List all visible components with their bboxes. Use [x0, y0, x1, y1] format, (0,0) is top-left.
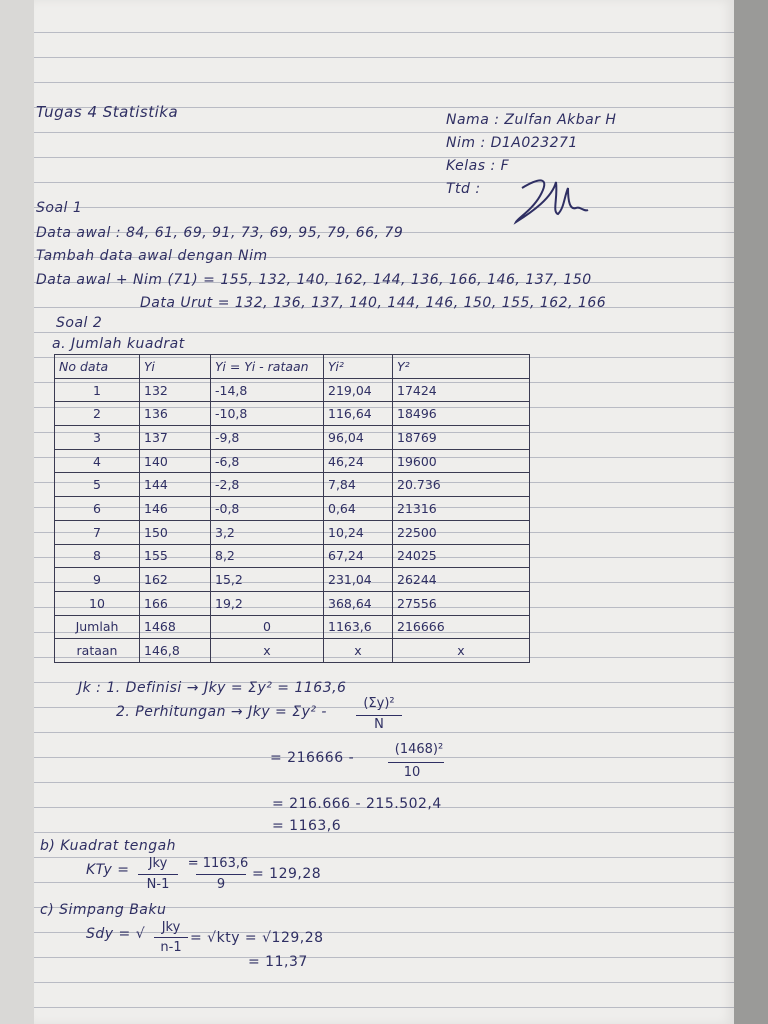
cell-dev-squared: 10,24: [324, 520, 393, 544]
table-row: [55, 544, 530, 568]
calc-step1-den: 10: [403, 765, 421, 780]
cell-yi: 140: [140, 449, 211, 473]
cell-rataan-deviation: x: [211, 639, 324, 663]
sd-label: Sdy = √: [86, 926, 146, 942]
cell-jumlah-yi: 1468: [140, 615, 211, 639]
signature-icon: [512, 168, 592, 228]
cell-dev-squared: 116,64: [324, 402, 393, 426]
cell-rataan-label: rataan: [55, 639, 140, 663]
kt-den2: 9: [216, 877, 226, 892]
cell-yi: 150: [140, 520, 211, 544]
cell-y-squared: 18769: [393, 426, 530, 450]
cell-no: 3: [55, 426, 140, 450]
cell-deviation: 19,2: [211, 591, 324, 615]
calc-step2: = 216.666 - 215.502,4: [272, 796, 442, 812]
student-name: Nama : Zulfan Akbar H: [446, 112, 617, 128]
cell-dev-squared: 368,64: [324, 591, 393, 615]
cell-y-squared: 21316: [393, 497, 530, 521]
jk-fraction-den: N: [374, 717, 384, 732]
cell-dev-squared: 219,04: [324, 378, 393, 402]
cell-no: 4: [55, 449, 140, 473]
cell-dev-squared: 0,64: [324, 497, 393, 521]
assignment-title: Tugas 4 Statistika: [36, 103, 179, 121]
table-row: [55, 473, 530, 497]
kt-num1: Jky: [148, 856, 168, 871]
jk-perhitungan: 2. Perhitungan → Jky = Σy² -: [116, 704, 327, 720]
sd-mid: = √kty = √129,28: [190, 930, 324, 946]
cell-yi: 146: [140, 497, 211, 521]
cell-rataan-dev-squared: x: [324, 639, 393, 663]
cell-y-squared: 17424: [393, 378, 530, 402]
header-no-data: No data: [55, 355, 140, 379]
cell-dev-squared: 96,04: [324, 426, 393, 450]
part-b-label: b) Kuadrat tengah: [40, 838, 177, 854]
sd-bar: [154, 937, 188, 938]
cell-y-squared: 18496: [393, 402, 530, 426]
cell-deviation: -10,8: [211, 402, 324, 426]
cell-no: 1: [55, 378, 140, 402]
calc-step1: = 216666 -: [270, 750, 355, 766]
table-row: [55, 449, 530, 473]
cell-no: 8: [55, 544, 140, 568]
cell-deviation: -0,8: [211, 497, 324, 521]
cell-y-squared: 22500: [393, 520, 530, 544]
cell-jumlah-dev-squared: 1163,6: [324, 615, 393, 639]
cell-no: 9: [55, 568, 140, 592]
signature-label: Ttd :: [446, 181, 481, 197]
part-a-label: a. Jumlah kuadrat: [52, 336, 185, 352]
tambah-data: Tambah data awal dengan Nim: [36, 248, 268, 264]
sd-den: n-1: [160, 940, 182, 955]
table-mean-row: [55, 639, 530, 663]
soal2-heading: Soal 2: [56, 315, 103, 331]
cell-deviation: -14,8: [211, 378, 324, 402]
cell-y-squared: 19600: [393, 449, 530, 473]
table-row: [55, 426, 530, 450]
kt-bar1: [138, 874, 178, 875]
cell-rataan-yi: 146,8: [140, 639, 211, 663]
cell-no: 10: [55, 591, 140, 615]
header-yi: Yi: [140, 355, 211, 379]
jk-fraction-num: (Σy)²: [363, 696, 395, 711]
sd-result: = 11,37: [248, 954, 308, 970]
kt-den1: N-1: [146, 877, 170, 892]
part-c-label: c) Simpang Baku: [40, 902, 167, 918]
table-row: [55, 497, 530, 521]
table-header-row: [55, 355, 530, 379]
soal1-heading: Soal 1: [36, 200, 83, 216]
cell-y-squared: 20.736: [393, 473, 530, 497]
table-row: [55, 568, 530, 592]
sd-num: Jky: [161, 920, 181, 935]
cell-yi: 132: [140, 378, 211, 402]
cell-dev-squared: 7,84: [324, 473, 393, 497]
cell-yi: 162: [140, 568, 211, 592]
table-row: [55, 520, 530, 544]
cell-dev-squared: 67,24: [324, 544, 393, 568]
cell-y-squared: 27556: [393, 591, 530, 615]
table-total-row: [55, 615, 530, 639]
cell-y-squared: 24025: [393, 544, 530, 568]
cell-rataan-y-squared: x: [393, 639, 530, 663]
cell-jumlah-label: Jumlah: [55, 615, 140, 639]
cell-yi: 155: [140, 544, 211, 568]
cell-dev-squared: 231,04: [324, 568, 393, 592]
kt-result: = 129,28: [252, 866, 322, 882]
cell-no: 2: [55, 402, 140, 426]
cell-yi: 166: [140, 591, 211, 615]
table-row: [55, 378, 530, 402]
calc-step1-bar: [388, 762, 444, 763]
data-awal: Data awal : 84, 61, 69, 91, 73, 69, 95, 79, 66, 79: [36, 225, 404, 241]
jk-definition: Jk : 1. Definisi → Jky = Σy² = 1163,6: [78, 680, 347, 696]
data-urut: Data Urut = 132, 136, 137, 140, 144, 146, 150, 155, 162, 166: [140, 295, 607, 311]
cell-dev-squared: 46,24: [324, 449, 393, 473]
cell-yi: 136: [140, 402, 211, 426]
cell-y-squared: 26244: [393, 568, 530, 592]
header-yi-squared: Yi²: [324, 355, 393, 379]
cell-jumlah-y-squared: 216666: [393, 615, 530, 639]
table-row: [55, 402, 530, 426]
table-row: [55, 591, 530, 615]
student-class: Kelas : F: [446, 158, 510, 174]
cell-no: 7: [55, 520, 140, 544]
cell-deviation: 3,2: [211, 520, 324, 544]
cell-yi: 137: [140, 426, 211, 450]
header-deviation: Yi = Yi - rataan: [211, 355, 324, 379]
calc-step3: = 1163,6: [272, 818, 342, 834]
cell-yi: 144: [140, 473, 211, 497]
cell-deviation: -9,8: [211, 426, 324, 450]
kt-num2: = 1163,6: [187, 856, 249, 871]
cell-no: 5: [55, 473, 140, 497]
cell-deviation: -6,8: [211, 449, 324, 473]
student-nim: Nim : D1A023271: [446, 135, 578, 151]
kt-label: KTy =: [86, 862, 130, 878]
header-y-squared: Y²: [393, 355, 530, 379]
calc-step1-num: (1468)²: [394, 742, 444, 757]
background-edge: [734, 0, 768, 1024]
cell-deviation: 15,2: [211, 568, 324, 592]
data-table: [54, 354, 530, 663]
cell-no: 6: [55, 497, 140, 521]
cell-jumlah-deviation: 0: [211, 615, 324, 639]
cell-deviation: -2,8: [211, 473, 324, 497]
kt-bar2: [196, 874, 246, 875]
cell-deviation: 8,2: [211, 544, 324, 568]
data-nim: Data awal + Nim (71) = 155, 132, 140, 162, 144, 136, 166, 146, 137, 150: [36, 272, 592, 288]
